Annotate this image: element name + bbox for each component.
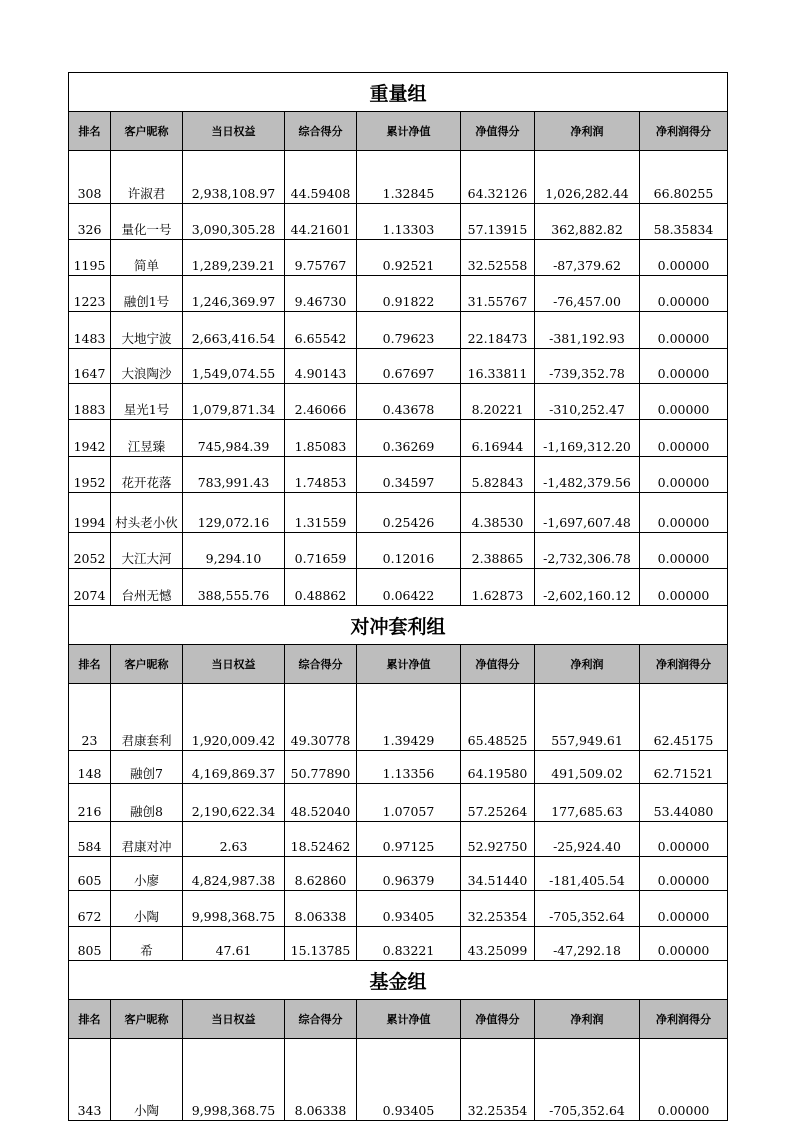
cell-rank: 148 [69, 751, 111, 784]
group-table [68, 605, 728, 961]
cell-cumulative-nav: 1.13303 [357, 204, 461, 240]
column-header-equity: 当日权益 [183, 1000, 285, 1039]
cell-cumulative-nav: 0.91822 [357, 276, 461, 312]
cell-nav-score: 2.38865 [461, 533, 535, 569]
table-row [69, 569, 728, 606]
cell-nav-score: 32.25354 [461, 891, 535, 927]
cell-nickname: 大浪陶沙 [111, 349, 183, 384]
cell-nickname: 江昱臻 [111, 420, 183, 457]
column-header-nav-score: 净值得分 [461, 645, 535, 684]
cell-cumulative-nav: 0.97125 [357, 822, 461, 857]
cell-net-profit: -181,405.54 [535, 857, 640, 891]
cell-composite-score: 4.90143 [285, 349, 357, 384]
cell-nickname: 小陶 [111, 1039, 183, 1121]
cell-rank: 2074 [69, 569, 111, 606]
cell-net-profit: -705,352.64 [535, 891, 640, 927]
cell-rank: 308 [69, 151, 111, 204]
cell-net-profit: -76,457.00 [535, 276, 640, 312]
cell-nickname: 花开花落 [111, 457, 183, 493]
table-row [69, 384, 728, 420]
cell-nav-score: 31.55767 [461, 276, 535, 312]
cell-composite-score: 9.75767 [285, 240, 357, 276]
cell-net-profit: -705,352.64 [535, 1039, 640, 1121]
cell-composite-score: 2.46066 [285, 384, 357, 420]
cell-nav-score: 43.25099 [461, 927, 535, 961]
cell-nav-score: 32.25354 [461, 1039, 535, 1121]
column-header-nickname: 客户昵称 [111, 1000, 183, 1039]
column-header-net-profit-score: 净利润得分 [640, 1000, 728, 1039]
cell-rank: 1942 [69, 420, 111, 457]
table-row [69, 1039, 728, 1121]
column-header-rank: 排名 [69, 645, 111, 684]
cell-equity: 2,663,416.54 [183, 312, 285, 349]
cell-equity: 4,824,987.38 [183, 857, 285, 891]
cell-nickname: 量化一号 [111, 204, 183, 240]
column-header-net-profit: 净利润 [535, 645, 640, 684]
column-header-rank: 排名 [69, 1000, 111, 1039]
table-row [69, 684, 728, 751]
cell-net-profit: 491,509.02 [535, 751, 640, 784]
cell-composite-score: 44.21601 [285, 204, 357, 240]
table-row [69, 533, 728, 569]
group-title: 基金组 [69, 961, 728, 1000]
cell-composite-score: 1.85083 [285, 420, 357, 457]
cell-nav-score: 8.20221 [461, 384, 535, 420]
cell-net-profit-score: 58.35834 [640, 204, 728, 240]
cell-equity: 2,190,622.34 [183, 784, 285, 822]
cell-net-profit-score: 0.00000 [640, 457, 728, 493]
cell-net-profit-score: 0.00000 [640, 240, 728, 276]
table-row [69, 751, 728, 784]
table-row [69, 240, 728, 276]
cell-equity: 783,991.43 [183, 457, 285, 493]
group-title: 重量组 [69, 73, 728, 112]
cell-equity: 2.63 [183, 822, 285, 857]
cell-cumulative-nav: 1.07057 [357, 784, 461, 822]
cell-composite-score: 1.74853 [285, 457, 357, 493]
column-header-net-profit: 净利润 [535, 1000, 640, 1039]
cell-nickname: 大地宁波 [111, 312, 183, 349]
cell-nickname: 融创7 [111, 751, 183, 784]
cell-equity: 1,920,009.42 [183, 684, 285, 751]
cell-cumulative-nav: 0.12016 [357, 533, 461, 569]
cell-cumulative-nav: 0.93405 [357, 891, 461, 927]
cell-equity: 129,072.16 [183, 493, 285, 533]
column-header-composite-score: 综合得分 [285, 112, 357, 151]
cell-net-profit: -739,352.78 [535, 349, 640, 384]
cell-nickname: 融创1号 [111, 276, 183, 312]
cell-cumulative-nav: 0.93405 [357, 1039, 461, 1121]
table-row [69, 784, 728, 822]
table-row [69, 493, 728, 533]
cell-nickname: 融创8 [111, 784, 183, 822]
cell-net-profit: -87,379.62 [535, 240, 640, 276]
cell-net-profit: 362,882.82 [535, 204, 640, 240]
cell-net-profit: -2,732,306.78 [535, 533, 640, 569]
cell-net-profit: -310,252.47 [535, 384, 640, 420]
cell-net-profit-score: 0.00000 [640, 420, 728, 457]
cell-net-profit: -47,292.18 [535, 927, 640, 961]
cell-nav-score: 34.51440 [461, 857, 535, 891]
cell-nickname: 君康对冲 [111, 822, 183, 857]
column-header-nav-score: 净值得分 [461, 1000, 535, 1039]
cell-composite-score: 48.52040 [285, 784, 357, 822]
cell-equity: 745,984.39 [183, 420, 285, 457]
cell-cumulative-nav: 0.83221 [357, 927, 461, 961]
column-header-net-profit-score: 净利润得分 [640, 645, 728, 684]
column-header-nav-score: 净值得分 [461, 112, 535, 151]
cell-cumulative-nav: 0.25426 [357, 493, 461, 533]
cell-rank: 1883 [69, 384, 111, 420]
cell-nav-score: 6.16944 [461, 420, 535, 457]
table-row [69, 891, 728, 927]
cell-net-profit-score: 0.00000 [640, 276, 728, 312]
cell-nickname: 村头老小伙 [111, 493, 183, 533]
cell-composite-score: 49.30778 [285, 684, 357, 751]
cell-equity: 2,938,108.97 [183, 151, 285, 204]
cell-rank: 605 [69, 857, 111, 891]
cell-cumulative-nav: 0.06422 [357, 569, 461, 606]
cell-equity: 1,246,369.97 [183, 276, 285, 312]
cell-nav-score: 65.48525 [461, 684, 535, 751]
cell-equity: 9,998,368.75 [183, 1039, 285, 1121]
column-header-equity: 当日权益 [183, 112, 285, 151]
cell-nickname: 小陶 [111, 891, 183, 927]
cell-equity: 1,289,239.21 [183, 240, 285, 276]
cell-net-profit-score: 0.00000 [640, 349, 728, 384]
cell-rank: 343 [69, 1039, 111, 1121]
cell-cumulative-nav: 0.34597 [357, 457, 461, 493]
cell-net-profit: -1,169,312.20 [535, 420, 640, 457]
column-header-cumulative-nav: 累计净值 [357, 112, 461, 151]
cell-net-profit: -381,192.93 [535, 312, 640, 349]
cell-nav-score: 32.52558 [461, 240, 535, 276]
ranking-sheet [68, 72, 727, 1121]
cell-cumulative-nav: 1.13356 [357, 751, 461, 784]
cell-nickname: 君康套利 [111, 684, 183, 751]
cell-net-profit-score: 0.00000 [640, 822, 728, 857]
cell-cumulative-nav: 0.92521 [357, 240, 461, 276]
cell-nav-score: 5.82843 [461, 457, 535, 493]
cell-nav-score: 57.25264 [461, 784, 535, 822]
cell-composite-score: 50.77890 [285, 751, 357, 784]
cell-composite-score: 8.62860 [285, 857, 357, 891]
cell-cumulative-nav: 0.36269 [357, 420, 461, 457]
cell-rank: 1994 [69, 493, 111, 533]
table-row [69, 276, 728, 312]
cell-net-profit-score: 62.71521 [640, 751, 728, 784]
cell-net-profit: -2,602,160.12 [535, 569, 640, 606]
cell-rank: 1195 [69, 240, 111, 276]
group-title: 对冲套利组 [69, 606, 728, 645]
cell-nickname: 希 [111, 927, 183, 961]
cell-equity: 9,998,368.75 [183, 891, 285, 927]
column-header-equity: 当日权益 [183, 645, 285, 684]
cell-cumulative-nav: 1.32845 [357, 151, 461, 204]
cell-net-profit: 557,949.61 [535, 684, 640, 751]
cell-rank: 1223 [69, 276, 111, 312]
cell-equity: 388,555.76 [183, 569, 285, 606]
cell-rank: 2052 [69, 533, 111, 569]
cell-composite-score: 0.48862 [285, 569, 357, 606]
cell-net-profit-score: 0.00000 [640, 891, 728, 927]
cell-nickname: 简单 [111, 240, 183, 276]
table-row [69, 927, 728, 961]
cell-nav-score: 64.19580 [461, 751, 535, 784]
cell-rank: 1483 [69, 312, 111, 349]
column-header-rank: 排名 [69, 112, 111, 151]
cell-net-profit: -25,924.40 [535, 822, 640, 857]
group-table [68, 72, 728, 606]
column-header-cumulative-nav: 累计净值 [357, 645, 461, 684]
cell-composite-score: 1.31559 [285, 493, 357, 533]
column-header-composite-score: 综合得分 [285, 1000, 357, 1039]
cell-nav-score: 16.33811 [461, 349, 535, 384]
cell-rank: 23 [69, 684, 111, 751]
cell-rank: 672 [69, 891, 111, 927]
cell-net-profit: -1,482,379.56 [535, 457, 640, 493]
cell-nickname: 小廖 [111, 857, 183, 891]
table-row [69, 822, 728, 857]
cell-equity: 1,079,871.34 [183, 384, 285, 420]
table-row [69, 312, 728, 349]
cell-nickname: 星光1号 [111, 384, 183, 420]
cell-net-profit: 1,026,282.44 [535, 151, 640, 204]
cell-net-profit: 177,685.63 [535, 784, 640, 822]
cell-composite-score: 6.65542 [285, 312, 357, 349]
cell-equity: 3,090,305.28 [183, 204, 285, 240]
group-table [68, 960, 728, 1121]
column-header-nickname: 客户昵称 [111, 645, 183, 684]
table-row [69, 420, 728, 457]
cell-composite-score: 18.52462 [285, 822, 357, 857]
cell-nav-score: 1.62873 [461, 569, 535, 606]
cell-rank: 326 [69, 204, 111, 240]
cell-net-profit-score: 0.00000 [640, 384, 728, 420]
cell-nav-score: 22.18473 [461, 312, 535, 349]
cell-net-profit-score: 0.00000 [640, 927, 728, 961]
cell-net-profit-score: 0.00000 [640, 857, 728, 891]
column-header-net-profit: 净利润 [535, 112, 640, 151]
cell-net-profit-score: 0.00000 [640, 493, 728, 533]
column-header-cumulative-nav: 累计净值 [357, 1000, 461, 1039]
cell-net-profit-score: 53.44080 [640, 784, 728, 822]
cell-cumulative-nav: 0.96379 [357, 857, 461, 891]
cell-equity: 4,169,869.37 [183, 751, 285, 784]
table-row [69, 204, 728, 240]
cell-composite-score: 8.06338 [285, 891, 357, 927]
cell-nav-score: 57.13915 [461, 204, 535, 240]
cell-cumulative-nav: 0.79623 [357, 312, 461, 349]
cell-net-profit-score: 0.00000 [640, 533, 728, 569]
cell-cumulative-nav: 0.43678 [357, 384, 461, 420]
table-row [69, 857, 728, 891]
cell-nav-score: 52.92750 [461, 822, 535, 857]
cell-net-profit-score: 62.45175 [640, 684, 728, 751]
cell-equity: 1,549,074.55 [183, 349, 285, 384]
cell-cumulative-nav: 0.67697 [357, 349, 461, 384]
cell-composite-score: 0.71659 [285, 533, 357, 569]
cell-rank: 216 [69, 784, 111, 822]
cell-nickname: 许淑君 [111, 151, 183, 204]
column-header-composite-score: 综合得分 [285, 645, 357, 684]
cell-net-profit-score: 0.00000 [640, 569, 728, 606]
cell-rank: 584 [69, 822, 111, 857]
cell-rank: 1952 [69, 457, 111, 493]
table-row [69, 349, 728, 384]
column-header-net-profit-score: 净利润得分 [640, 112, 728, 151]
cell-nickname: 大江大河 [111, 533, 183, 569]
cell-cumulative-nav: 1.39429 [357, 684, 461, 751]
cell-composite-score: 44.59408 [285, 151, 357, 204]
cell-equity: 47.61 [183, 927, 285, 961]
table-row [69, 457, 728, 493]
table-row [69, 151, 728, 204]
cell-net-profit-score: 0.00000 [640, 1039, 728, 1121]
cell-rank: 1647 [69, 349, 111, 384]
cell-composite-score: 15.13785 [285, 927, 357, 961]
cell-net-profit: -1,697,607.48 [535, 493, 640, 533]
cell-rank: 805 [69, 927, 111, 961]
cell-composite-score: 8.06338 [285, 1039, 357, 1121]
cell-net-profit-score: 66.80255 [640, 151, 728, 204]
cell-nickname: 台州无憾 [111, 569, 183, 606]
cell-net-profit-score: 0.00000 [640, 312, 728, 349]
cell-nav-score: 64.32126 [461, 151, 535, 204]
cell-equity: 9,294.10 [183, 533, 285, 569]
cell-composite-score: 9.46730 [285, 276, 357, 312]
column-header-nickname: 客户昵称 [111, 112, 183, 151]
cell-nav-score: 4.38530 [461, 493, 535, 533]
